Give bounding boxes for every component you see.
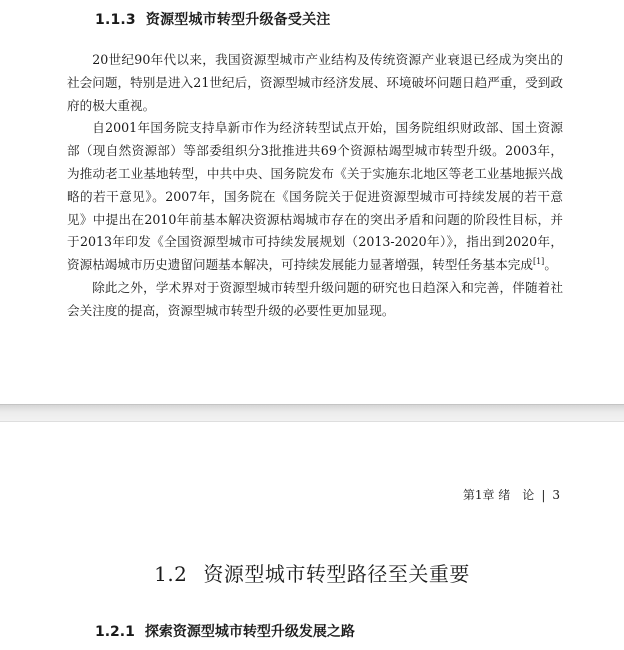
running-head (463, 486, 560, 503)
subsection-heading (95, 621, 355, 641)
section-heading (95, 9, 330, 29)
citation-ref[interactable]: [1] (532, 257, 545, 267)
page-number: 3 (552, 488, 560, 502)
chapter-section-number: 1.2 (154, 562, 188, 586)
document-page-lower (0, 422, 624, 650)
paragraph-text: 自2001年国务院支持阜新市作为经济转型试点开始，国务院组织财政部、国土资源部（现自然资源部）等部委组织分3批推进共69个资源枯竭型城市转型升级。2003年，为推动老工业基地转型，中共中央、国务院发布《关于实施东北地区等老工业基地振兴战略的若干意见》。2007年，国务院在《国务院关于促进资源型城市可持续发展的若干意见》中提出在2010年前基本解决资源枯竭城市存在的突出矛盾和问题的阶段性目标，并于2013年印发《全国资源型城市可持续发展规划（2013-2020年）》，指出到2020年，资源枯竭城市历史遗留问题基本解决，可持续发展能力显著增强，转型任务基本完成 (67, 120, 563, 273)
paragraph: 20世纪90年代以来，我国资源型城市产业结构及传统资源产业衰退已经成为突出的社会问题，特别是进入21世纪后，资源型城市经济发展、环境破坏问题日趋严重，受到政府的极大重视。 (67, 52, 563, 113)
body-text (67, 49, 563, 323)
chapter-section-heading (0, 558, 624, 587)
running-head-chapter: 第1章 (462, 488, 495, 502)
section-title: 资源型城市转型升级备受关注 (145, 12, 331, 28)
subsection-title: 探索资源型城市转型升级发展之路 (144, 624, 355, 640)
page-separator (0, 404, 624, 422)
paragraph: 除此之外，学术界对于资源型城市转型升级问题的研究也日趋深入和完善，伴随着社会关注度的提高，资源型城市转型升级的必要性更加显现。 (67, 279, 563, 318)
running-head-title: 绪 论 (498, 488, 535, 502)
subsection-number: 1.2.1 (95, 624, 135, 640)
chapter-section-title: 资源型城市转型路径至关重要 (203, 562, 470, 586)
paragraph (67, 117, 563, 277)
section-number: 1.1.3 (95, 12, 136, 28)
paragraph-end: 。 (544, 257, 557, 273)
running-head-separator: | (541, 488, 546, 502)
